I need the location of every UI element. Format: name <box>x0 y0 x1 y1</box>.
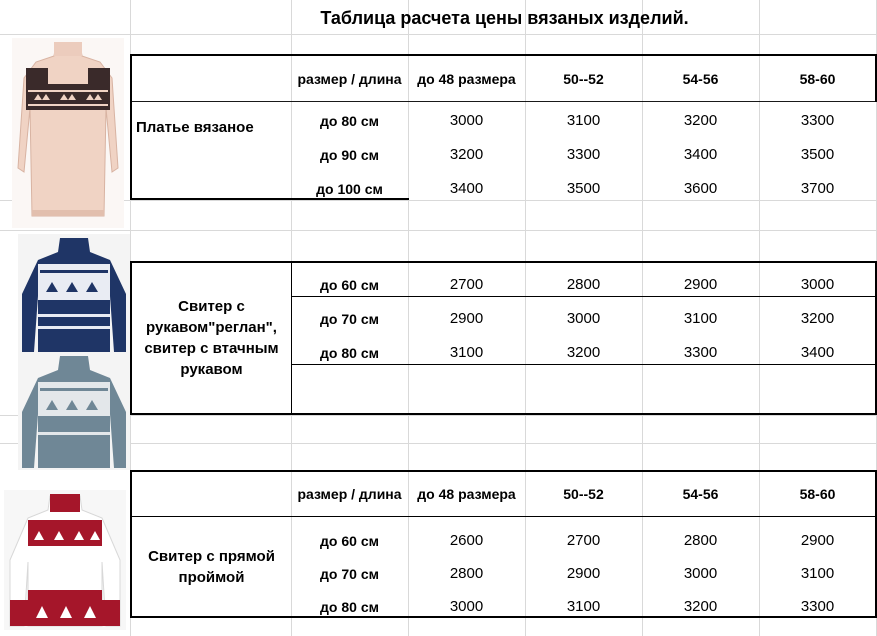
price-cell: 3400 <box>800 344 835 361</box>
price-cell: 3100 <box>683 310 718 327</box>
price-cell: 2700 <box>449 276 484 293</box>
price-cell: 3500 <box>800 146 835 163</box>
page-title: Таблица расчета цены вязаных изделий. <box>320 8 689 28</box>
price-cell: 3200 <box>683 112 718 129</box>
price-cell: 2900 <box>566 565 601 582</box>
price-cell: 3200 <box>683 598 718 615</box>
gridline <box>0 230 877 231</box>
price-cell: 3000 <box>449 112 484 129</box>
price-cell: 3200 <box>800 310 835 327</box>
length-label: до 80 см <box>320 113 379 129</box>
product-name: Свитер с рукавом"реглан", свитер с втачным рукавом <box>144 298 279 378</box>
price-cell: 3100 <box>566 112 601 129</box>
price-cell: 2800 <box>566 276 601 293</box>
price-cell: 3000 <box>800 276 835 293</box>
gridline <box>0 443 877 444</box>
price-cell: 2900 <box>449 310 484 327</box>
length-label: до 60 см <box>320 532 379 549</box>
knitted-dress-photo <box>12 38 124 228</box>
length-label: до 80 см <box>320 345 379 361</box>
length-label: до 70 см <box>320 566 379 582</box>
size-header: 50--52 <box>563 70 604 87</box>
length-label: до 80 см <box>320 599 379 615</box>
price-cell: 3100 <box>800 565 835 582</box>
length-label: до 60 см <box>320 277 379 293</box>
price-cell: 2600 <box>449 531 484 549</box>
straight-sweater-photo <box>4 490 126 630</box>
gridline <box>0 34 877 35</box>
length-label: до 100 см <box>316 181 383 197</box>
size-header: 54-56 <box>682 70 719 87</box>
price-cell: 2800 <box>449 565 484 582</box>
size-header: до 48 размера <box>417 486 516 502</box>
length-label: до 70 см <box>320 311 379 327</box>
price-cell: 3000 <box>566 310 601 327</box>
raglan-sweater-photo-alt <box>18 354 130 470</box>
price-cell: 3000 <box>683 565 718 582</box>
price-cell: 3300 <box>800 112 835 129</box>
price-cell: 2900 <box>800 531 835 549</box>
size-length-header: размер / длина <box>297 70 402 87</box>
size-header: 58-60 <box>799 486 836 502</box>
price-cell: 3200 <box>566 344 601 361</box>
size-length-header: размер / длина <box>297 486 402 502</box>
price-cell: 2900 <box>683 276 718 293</box>
raglan-sweater-photo <box>18 234 130 354</box>
price-cell: 3400 <box>683 146 718 163</box>
price-cell: 3300 <box>800 598 835 615</box>
price-cell: 3000 <box>449 598 484 615</box>
size-header: до 48 размера <box>417 70 516 87</box>
price-cell: 3700 <box>800 180 835 197</box>
size-header: 58-60 <box>799 70 836 87</box>
price-cell: 3200 <box>449 146 484 163</box>
product-name: Свитер с прямой проймой <box>148 547 275 586</box>
product-name: Платье вязаное <box>136 118 254 136</box>
length-label: до 90 см <box>320 147 379 163</box>
gridline <box>0 415 877 416</box>
size-header: 50--52 <box>563 486 604 502</box>
price-cell: 2800 <box>683 531 718 549</box>
price-cell: 2700 <box>566 531 601 549</box>
price-cell: 3600 <box>683 180 718 197</box>
size-header: 54-56 <box>682 486 719 502</box>
price-cell: 3500 <box>566 180 601 197</box>
price-cell: 3100 <box>449 344 484 361</box>
price-cell: 3100 <box>566 598 601 615</box>
price-cell: 3400 <box>449 180 484 197</box>
price-cell: 3300 <box>566 146 601 163</box>
price-cell: 3300 <box>683 344 718 361</box>
